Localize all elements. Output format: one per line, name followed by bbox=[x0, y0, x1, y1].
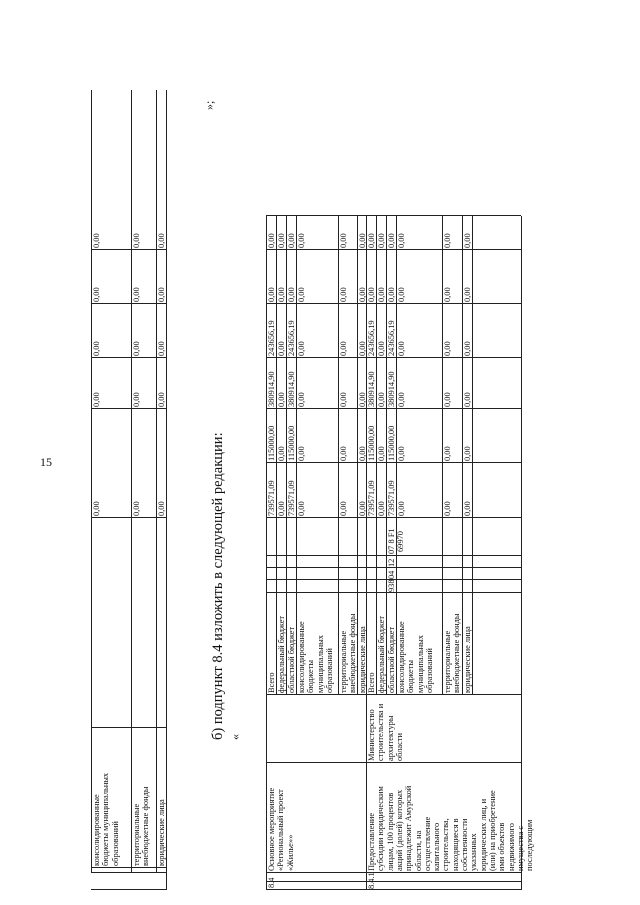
amount-cell: 0,00 bbox=[277, 446, 286, 461]
amount-cell: 0,00 bbox=[463, 233, 472, 248]
funding-source-line: юридические лица bbox=[463, 626, 472, 693]
amount-cell: 243656,19 bbox=[267, 320, 276, 356]
amount-cell: 0,00 bbox=[358, 392, 367, 407]
amount-cell: 0,00 bbox=[367, 233, 376, 248]
executor-line: архитектуры bbox=[385, 715, 395, 761]
subsection-name-line: ими объектов bbox=[497, 822, 507, 871]
executor-line: области bbox=[394, 733, 404, 761]
top-table-row-border bbox=[131, 90, 132, 873]
top-table-column-border bbox=[91, 889, 166, 890]
main-table-column-border bbox=[266, 762, 521, 763]
subsection-name-line: собственности bbox=[460, 818, 469, 871]
amount-cell: 0,00 bbox=[387, 287, 396, 302]
subsection-name-line: принадлежит Амурской bbox=[404, 785, 414, 871]
amount-cell: 0,00 bbox=[397, 341, 406, 356]
top-table-row-border bbox=[156, 90, 157, 873]
main-table-column-border bbox=[266, 555, 521, 556]
top-table-row-border bbox=[91, 90, 92, 873]
amount-cell: 380914,90 bbox=[367, 371, 376, 407]
amount-cell: 0,00 bbox=[358, 233, 367, 248]
top-funding-source-line: бюджеты муниципальных bbox=[101, 772, 111, 866]
amount-cell: 115000,00 bbox=[267, 425, 276, 461]
subsection-name-line: осуществление bbox=[422, 816, 432, 871]
funding-source-line: образований bbox=[424, 648, 434, 693]
top-table-column-border bbox=[91, 867, 166, 868]
page-number: 15 bbox=[40, 455, 52, 469]
amount-cell: 0,00 bbox=[463, 341, 472, 356]
amount-cell: 0,00 bbox=[358, 446, 367, 461]
section-name-line: Основное мероприятие bbox=[267, 787, 276, 871]
amount-cell: 0,00 bbox=[377, 287, 386, 302]
amount-cell: 0,00 bbox=[397, 446, 406, 461]
top-amount-cell: 0,00 bbox=[132, 233, 141, 248]
amendment-heading: б) подпункт 8.4 изложить в следующей редакции: bbox=[210, 432, 226, 740]
main-table-column-border bbox=[266, 592, 521, 593]
code-grbs: 938 bbox=[387, 579, 396, 592]
subsection-name-line: акций (долей) которых bbox=[394, 789, 404, 871]
amount-cell: 0,00 bbox=[358, 341, 367, 356]
amount-cell: 0,00 bbox=[277, 233, 286, 248]
subsection-name-line: последующим bbox=[525, 819, 535, 871]
closing-quote: »; bbox=[202, 100, 216, 110]
main-table-column-border bbox=[266, 215, 521, 216]
subsection-name-line: юридических лиц, и bbox=[478, 798, 488, 871]
amount-cell: 0,00 bbox=[339, 392, 348, 407]
amount-cell: 0,00 bbox=[397, 501, 406, 516]
subsection-name-line: лицам, 100 процентов bbox=[385, 792, 395, 871]
top-amount-cell: 0,00 bbox=[92, 341, 101, 356]
funding-source-line: внебюджетные фонды bbox=[348, 613, 358, 693]
amount-cell: 0,00 bbox=[297, 392, 306, 407]
section-number: 8.4 bbox=[267, 877, 276, 888]
funding-source-line: внебюджетные фонды bbox=[452, 613, 462, 693]
funding-source-line: федеральный бюджет bbox=[277, 615, 286, 693]
amount-cell: 0,00 bbox=[443, 341, 452, 356]
amount-cell: 0,00 bbox=[339, 501, 348, 516]
amount-cell: 243656,19 bbox=[367, 320, 376, 356]
amount-cell: 0,00 bbox=[297, 287, 306, 302]
top-funding-source-line: внебюджетные фонды bbox=[141, 786, 151, 866]
funding-source-line: муниципальных bbox=[315, 635, 325, 693]
amount-cell: 0,00 bbox=[297, 501, 306, 516]
top-amount-cell: 0,00 bbox=[132, 501, 141, 516]
main-table-column-border bbox=[266, 694, 521, 695]
amount-cell: 115000,00 bbox=[367, 425, 376, 461]
amount-cell: 0,00 bbox=[463, 287, 472, 302]
amount-cell: 0,00 bbox=[387, 233, 396, 248]
top-funding-source-line: территориальные bbox=[132, 803, 141, 866]
subsection-name-line: недвижимого bbox=[506, 823, 516, 871]
amount-cell: 0,00 bbox=[463, 501, 472, 516]
top-amount-cell: 0,00 bbox=[92, 287, 101, 302]
subsection-name-line: капитального bbox=[432, 822, 442, 871]
main-table-column-border bbox=[266, 889, 521, 890]
main-table-column-border bbox=[266, 881, 521, 882]
top-table-column-border bbox=[91, 303, 166, 304]
main-table-column-border bbox=[266, 462, 521, 463]
amount-cell: 0,00 bbox=[358, 501, 367, 516]
amount-cell: 0,00 bbox=[397, 392, 406, 407]
main-table-column-border bbox=[266, 408, 521, 409]
top-amount-cell: 0,00 bbox=[157, 233, 166, 248]
subsection-name-line: Предоставление bbox=[367, 812, 376, 871]
section-name-line: «Жилье»» bbox=[285, 834, 295, 871]
funding-source-line: областной бюджет bbox=[287, 626, 296, 693]
amount-cell: 0,00 bbox=[277, 341, 286, 356]
amount-cell: 380914,90 bbox=[387, 371, 396, 407]
amount-cell: 0,00 bbox=[443, 501, 452, 516]
top-amount-cell: 0,00 bbox=[132, 341, 141, 356]
top-amount-cell: 0,00 bbox=[132, 392, 141, 407]
amount-cell: 0,00 bbox=[358, 287, 367, 302]
opening-quote: « bbox=[228, 734, 242, 740]
amount-cell: 0,00 bbox=[339, 233, 348, 248]
subsection-name-line: имущества с bbox=[515, 825, 525, 871]
funding-source-line: территориальные bbox=[339, 630, 348, 693]
top-funding-source-line: образований bbox=[110, 821, 120, 866]
code-csr: 07 8 F1 bbox=[387, 528, 396, 554]
main-table-bottom-border bbox=[521, 216, 522, 890]
funding-source-line: муниципальных bbox=[415, 635, 425, 693]
amount-cell: 0,00 bbox=[287, 233, 296, 248]
funding-source-line: федеральный бюджет bbox=[377, 615, 386, 693]
funding-source-line: бюджеты bbox=[406, 659, 416, 693]
code-rz: 04 bbox=[387, 570, 396, 579]
top-table-column-border bbox=[91, 727, 166, 728]
executor-line: Министерство bbox=[367, 709, 376, 761]
amount-cell: 0,00 bbox=[339, 287, 348, 302]
amount-cell: 0,00 bbox=[377, 392, 386, 407]
main-table-column-border bbox=[266, 872, 521, 873]
amount-cell: 0,00 bbox=[377, 341, 386, 356]
top-amount-cell: 0,00 bbox=[157, 341, 166, 356]
code-pr: 12 bbox=[387, 558, 396, 567]
amount-cell: 0,00 bbox=[339, 446, 348, 461]
top-amount-cell: 0,00 bbox=[132, 287, 141, 302]
funding-source-line: Всего bbox=[367, 672, 376, 693]
section-name-line: «Региональный проект bbox=[276, 789, 286, 871]
subsection-name-line: указанных bbox=[469, 833, 479, 871]
amount-cell: 0,00 bbox=[267, 287, 276, 302]
amount-cell: 0,00 bbox=[377, 446, 386, 461]
amount-cell: 0,00 bbox=[463, 446, 472, 461]
amount-cell: 0,00 bbox=[367, 287, 376, 302]
amount-cell: 115000,00 bbox=[387, 425, 396, 461]
rotated-page-content bbox=[88, 90, 628, 890]
top-table-column-border bbox=[91, 517, 166, 518]
top-table-column-border bbox=[91, 249, 166, 250]
amount-cell: 0,00 bbox=[443, 446, 452, 461]
main-table-column-border bbox=[266, 567, 521, 568]
amount-cell: 0,00 bbox=[287, 287, 296, 302]
subsection-name-line: (или) на приобретение bbox=[487, 790, 497, 871]
subsection-name-line: области, на bbox=[413, 830, 423, 871]
amount-cell: 0,00 bbox=[397, 287, 406, 302]
subsection-name-line: субсидии юридическим bbox=[376, 786, 386, 871]
amount-cell: 739571,09 bbox=[367, 480, 376, 516]
funding-source-line: юридические лица bbox=[358, 626, 367, 693]
amount-cell: 243656,19 bbox=[287, 320, 296, 356]
top-amount-cell: 0,00 bbox=[157, 287, 166, 302]
funding-source-line: консолидированные bbox=[297, 621, 306, 693]
main-table-column-border bbox=[266, 303, 521, 304]
top-amount-cell: 0,00 bbox=[92, 233, 101, 248]
top-table-row-border bbox=[166, 90, 167, 890]
amount-cell: 739571,09 bbox=[387, 480, 396, 516]
funding-source-line: консолидированные bbox=[397, 621, 406, 693]
top-funding-source-line: юридические лица bbox=[157, 799, 166, 866]
amount-cell: 0,00 bbox=[377, 233, 386, 248]
top-table-column-border bbox=[91, 408, 166, 409]
main-table-column-border bbox=[266, 249, 521, 250]
top-amount-cell: 0,00 bbox=[157, 392, 166, 407]
amount-cell: 0,00 bbox=[339, 341, 348, 356]
funding-source-line: областной бюджет bbox=[387, 626, 396, 693]
amount-cell: 380914,90 bbox=[287, 371, 296, 407]
top-table-column-border bbox=[91, 872, 166, 873]
amount-cell: 0,00 bbox=[297, 446, 306, 461]
amount-cell: 0,00 bbox=[463, 392, 472, 407]
amount-cell: 0,00 bbox=[277, 287, 286, 302]
amount-cell: 0,00 bbox=[277, 392, 286, 407]
amount-cell: 0,00 bbox=[377, 501, 386, 516]
top-table-column-border bbox=[91, 357, 166, 358]
amount-cell: 0,00 bbox=[443, 392, 452, 407]
funding-source-line: территориальные bbox=[443, 630, 452, 693]
main-table-column-border bbox=[266, 517, 521, 518]
amount-cell: 0,00 bbox=[443, 287, 452, 302]
amount-cell: 0,00 bbox=[443, 233, 452, 248]
top-amount-cell: 0,00 bbox=[92, 392, 101, 407]
funding-source-line: бюджеты bbox=[306, 659, 316, 693]
main-table-column-border bbox=[266, 357, 521, 358]
amount-cell: 0,00 bbox=[277, 501, 286, 516]
code-csr: 69970 bbox=[396, 531, 405, 552]
funding-source-line: образований bbox=[324, 648, 334, 693]
subsection-name-line: находящиеся в bbox=[450, 818, 460, 871]
subsection-name-line: строительства, bbox=[441, 818, 451, 871]
amount-cell: 0,00 bbox=[397, 233, 406, 248]
funding-source-line: Всего bbox=[267, 672, 276, 693]
top-amount-cell: 0,00 bbox=[92, 501, 101, 516]
top-funding-source-line: консолидированные bbox=[92, 794, 101, 866]
amount-cell: 739571,09 bbox=[267, 480, 276, 516]
amount-cell: 0,00 bbox=[297, 341, 306, 356]
top-amount-cell: 0,00 bbox=[157, 501, 166, 516]
amount-cell: 115000,00 bbox=[287, 425, 296, 461]
executor-line: строительства и bbox=[376, 703, 386, 761]
amount-cell: 0,00 bbox=[267, 233, 276, 248]
section-divider bbox=[366, 216, 367, 890]
amount-cell: 243656,19 bbox=[387, 320, 396, 356]
amount-cell: 380914,90 bbox=[267, 371, 276, 407]
amount-cell: 0,00 bbox=[297, 233, 306, 248]
amount-cell: 739571,09 bbox=[287, 480, 296, 516]
subsection-number: 8.4.1 bbox=[367, 872, 376, 889]
